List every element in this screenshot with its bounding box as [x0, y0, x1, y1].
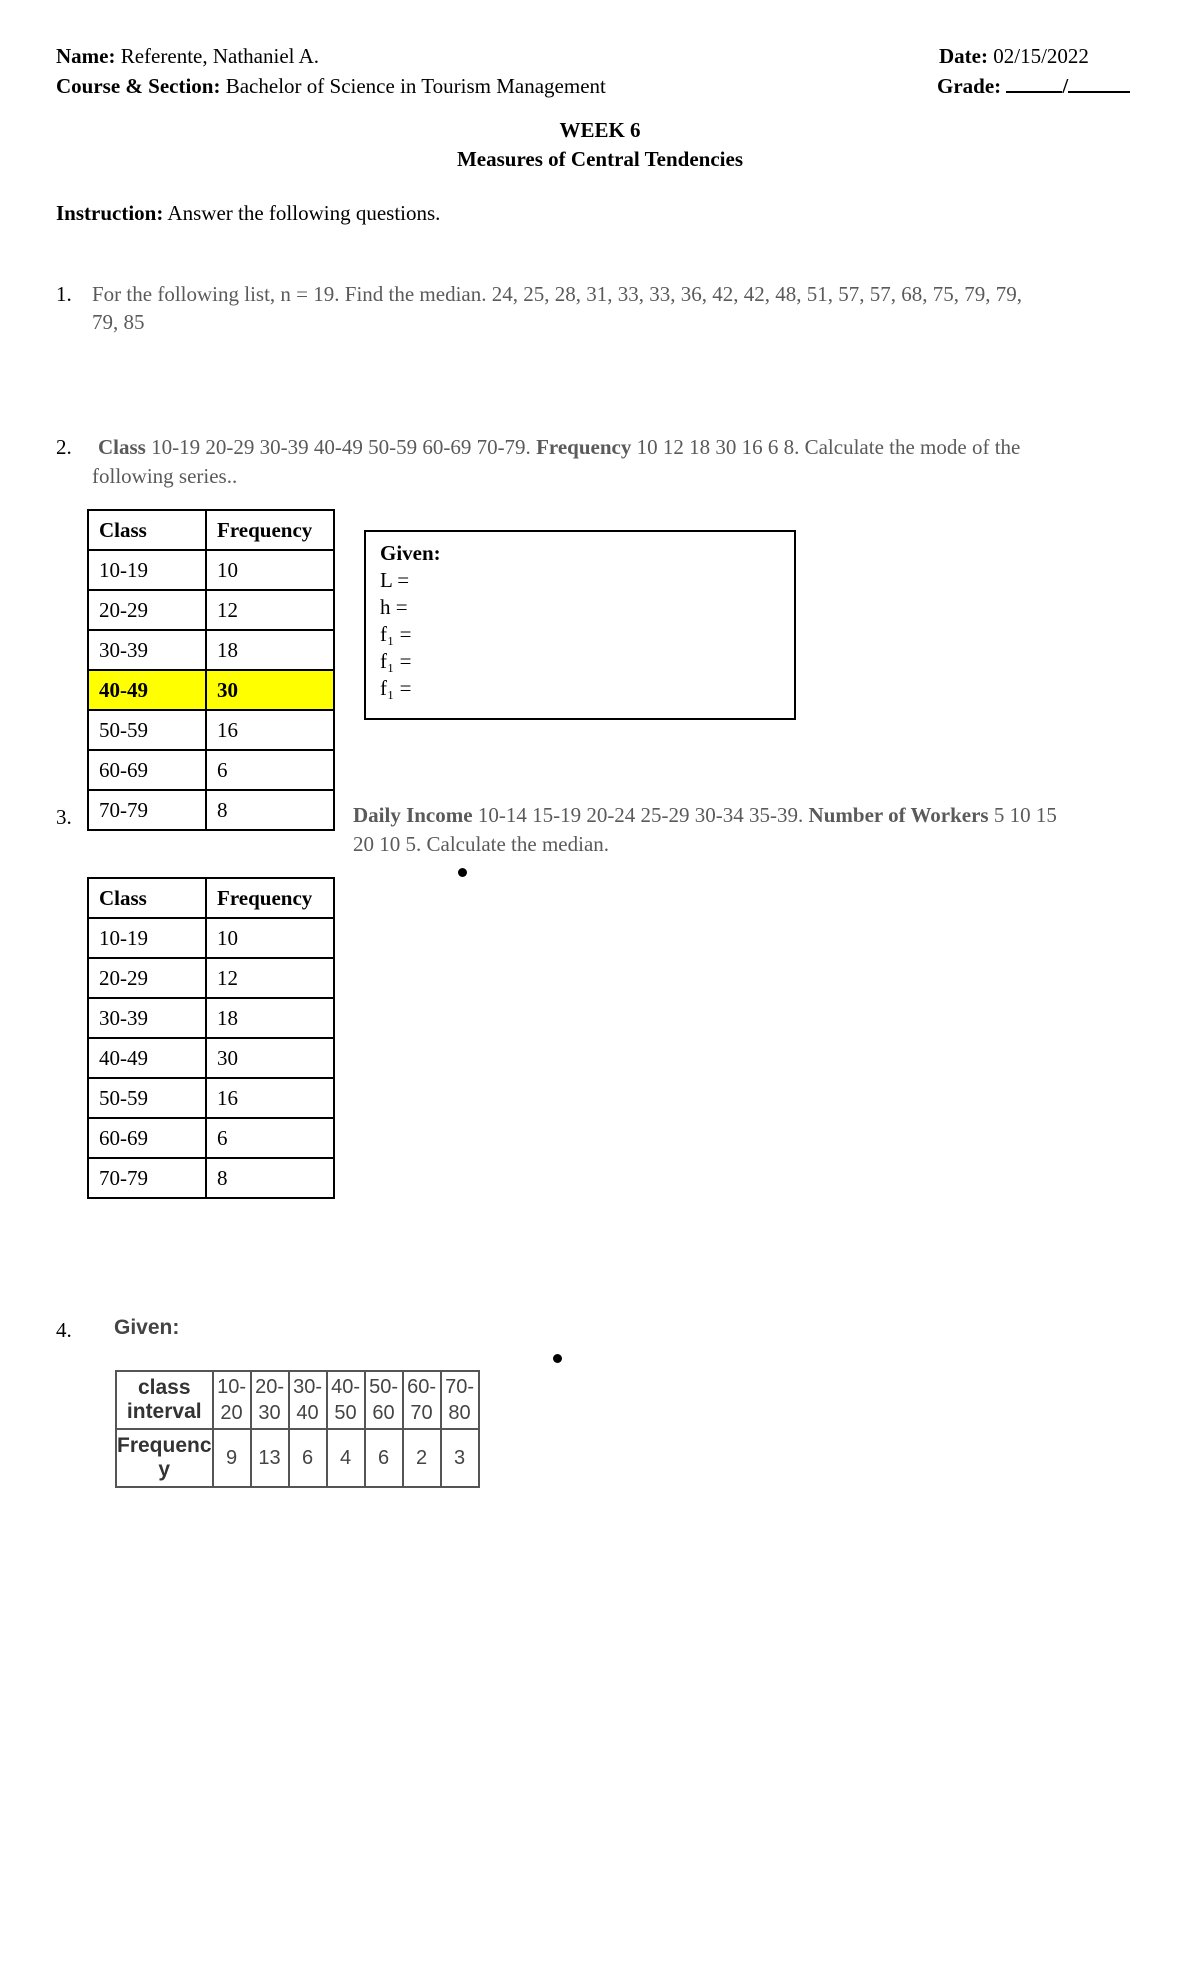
given-line-f1: f₁ = — [380, 649, 412, 673]
interval-bottom: 20 — [220, 1402, 243, 1424]
name-line — [56, 42, 319, 70]
interval-cell — [251, 1371, 289, 1429]
q2-given-box — [364, 530, 796, 720]
q3-frequency-table — [87, 877, 335, 1199]
given-line-f1: f₁ = — [380, 676, 412, 700]
header-line: y — [158, 1458, 171, 1481]
interval-top: 10- — [217, 1376, 246, 1398]
interval-top: 20- — [255, 1376, 284, 1398]
interval-bottom: 50 — [334, 1402, 357, 1424]
course-value: Bachelor of Science in Tourism Management — [220, 74, 606, 98]
frequency-header — [116, 1429, 213, 1487]
table-header-cell: Frequency — [206, 878, 334, 918]
frequency-cell: 12 — [206, 958, 334, 998]
q2-class-values: 10-19 20-29 30-39 40-49 50-59 60-69 70-79. — [145, 435, 537, 459]
table-header-cell: Frequency — [206, 510, 334, 550]
table-row — [88, 630, 334, 670]
interval-top: 70- — [445, 1376, 474, 1398]
frequency-cell: 18 — [206, 998, 334, 1038]
grade-blank-score[interactable] — [1006, 73, 1062, 93]
interval-cell — [403, 1371, 441, 1429]
given-title: Given: — [380, 541, 441, 565]
date-label: Date: — [939, 44, 988, 68]
table-row — [88, 790, 334, 830]
frequency-cell: 4 — [327, 1429, 365, 1487]
frequency-cell: 2 — [403, 1429, 441, 1487]
date-value: 02/15/2022 — [987, 44, 1089, 68]
class-cell: 50-59 — [88, 710, 206, 750]
frequency-cell: 18 — [206, 630, 334, 670]
q2-frequency-values: 10 12 18 30 16 6 8. Calculate the mode of the — [631, 435, 1021, 459]
interval-cell — [441, 1371, 479, 1429]
course-line — [56, 72, 606, 100]
grade-slash: / — [1062, 74, 1069, 98]
frequency-cell: 12 — [206, 590, 334, 630]
q3-number: 3. — [56, 805, 72, 829]
frequency-cell: 6 — [206, 750, 334, 790]
name-value: Referente, Nathaniel A. — [115, 44, 319, 68]
q3-income-label: Daily Income — [353, 803, 473, 827]
q2-text-line2: following series.. — [92, 464, 238, 488]
frequency-cell: 30 — [206, 670, 334, 710]
frequency-cell: 6 — [289, 1429, 327, 1487]
header-line: Frequenc — [117, 1434, 212, 1457]
name-label: Name: — [56, 44, 116, 68]
date-line — [939, 42, 1089, 70]
week-title: WEEK 6 — [559, 118, 641, 142]
interval-bottom: 40 — [296, 1402, 319, 1424]
frequency-cell: 6 — [365, 1429, 403, 1487]
frequency-cell: 6 — [206, 1118, 334, 1158]
interval-top: 60- — [407, 1376, 436, 1398]
header-line: interval — [126, 1400, 202, 1423]
interval-cell — [365, 1371, 403, 1429]
class-cell: 10-19 — [88, 550, 206, 590]
frequency-cell: 16 — [206, 710, 334, 750]
frequency-cell: 10 — [206, 550, 334, 590]
frequency-cell: 3 — [441, 1429, 479, 1487]
q1-number: 1. — [56, 282, 72, 306]
course-label: Course & Section: — [56, 74, 221, 98]
frequency-cell: 9 — [213, 1429, 251, 1487]
class-cell: 70-79 — [88, 790, 206, 830]
q3-workers-label: Number of Workers — [808, 803, 989, 827]
class-cell: 30-39 — [88, 998, 206, 1038]
q1-text-line2: 79, 85 — [92, 310, 145, 334]
q2-frequency-table — [87, 509, 335, 831]
table-row-highlighted — [88, 670, 334, 710]
q3-workers-values: 5 10 15 — [988, 803, 1057, 827]
frequency-cell: 8 — [206, 790, 334, 830]
q3-text-line1 — [353, 801, 1057, 829]
frequency-cell: 30 — [206, 1038, 334, 1078]
interval-bottom: 80 — [448, 1402, 471, 1424]
q4-given-label: Given: — [114, 1316, 180, 1339]
table-row — [88, 1038, 334, 1078]
interval-header — [116, 1371, 213, 1429]
interval-cell — [213, 1371, 251, 1429]
q2-number: 2. — [56, 435, 72, 459]
interval-bottom: 60 — [372, 1402, 395, 1424]
table-row — [88, 710, 334, 750]
q2-class-label: Class — [98, 435, 146, 459]
class-cell: 70-79 — [88, 1158, 206, 1198]
grade-blank-total[interactable] — [1068, 73, 1130, 93]
table-row — [88, 750, 334, 790]
table-header-cell: Class — [88, 510, 206, 550]
table-header-cell: Class — [88, 878, 206, 918]
table-row — [88, 1158, 334, 1198]
q2-frequency-label: Frequency — [536, 435, 632, 459]
class-cell: 50-59 — [88, 1078, 206, 1118]
q3-text-line2: 20 10 5. Calculate the median. — [353, 832, 610, 856]
class-cell: 40-49 — [88, 1038, 206, 1078]
given-line-L: L = — [380, 568, 410, 592]
q4-number: 4. — [56, 1318, 72, 1342]
table-row — [88, 590, 334, 630]
q4-given-table — [115, 1370, 480, 1488]
given-line-f1: f₁ = — [380, 622, 412, 646]
class-cell: 40-49 — [88, 670, 206, 710]
interval-top: 30- — [293, 1376, 322, 1398]
instruction-text: Answer the following questions. — [163, 201, 441, 225]
class-cell: 60-69 — [88, 750, 206, 790]
interval-bottom: 30 — [258, 1402, 281, 1424]
interval-row — [116, 1371, 479, 1429]
table-row — [88, 1118, 334, 1158]
bullet-dot — [553, 1354, 562, 1363]
frequency-cell: 10 — [206, 918, 334, 958]
interval-top: 40- — [331, 1376, 360, 1398]
frequency-row — [116, 1429, 479, 1487]
class-cell: 20-29 — [88, 590, 206, 630]
frequency-cell: 8 — [206, 1158, 334, 1198]
q3-income-values: 10-14 15-19 20-24 25-29 30-34 35-39. — [472, 803, 809, 827]
class-cell: 30-39 — [88, 630, 206, 670]
q1-text-line1: For the following list, n = 19. Find the median. 24, 25, 28, 31, 33, 33, 36, 42, 42, 48, 51, 57, 57, 68, 75, 79, 79, — [92, 282, 1022, 306]
interval-bottom: 70 — [410, 1402, 433, 1424]
interval-cell — [327, 1371, 365, 1429]
class-cell: 60-69 — [88, 1118, 206, 1158]
table-row — [88, 998, 334, 1038]
table-row — [88, 550, 334, 590]
table-row — [88, 958, 334, 998]
class-cell: 10-19 — [88, 918, 206, 958]
header-line: class — [137, 1376, 191, 1399]
interval-cell — [289, 1371, 327, 1429]
frequency-cell: 16 — [206, 1078, 334, 1118]
page-subtitle: Measures of Central Tendencies — [456, 147, 743, 171]
instruction — [56, 199, 440, 227]
frequency-cell: 13 — [251, 1429, 289, 1487]
given-line-h: h = — [380, 595, 408, 619]
interval-top: 50- — [369, 1376, 398, 1398]
q2-text-line1 — [98, 433, 1158, 461]
class-cell: 20-29 — [88, 958, 206, 998]
table-header-row — [88, 510, 334, 550]
bullet-dot — [458, 868, 467, 877]
grade-label: Grade: — [937, 74, 1002, 98]
instruction-label: Instruction: — [56, 201, 164, 225]
table-header-row — [88, 878, 334, 918]
grade-line — [937, 72, 1130, 100]
table-row — [88, 918, 334, 958]
table-row — [88, 1078, 334, 1118]
